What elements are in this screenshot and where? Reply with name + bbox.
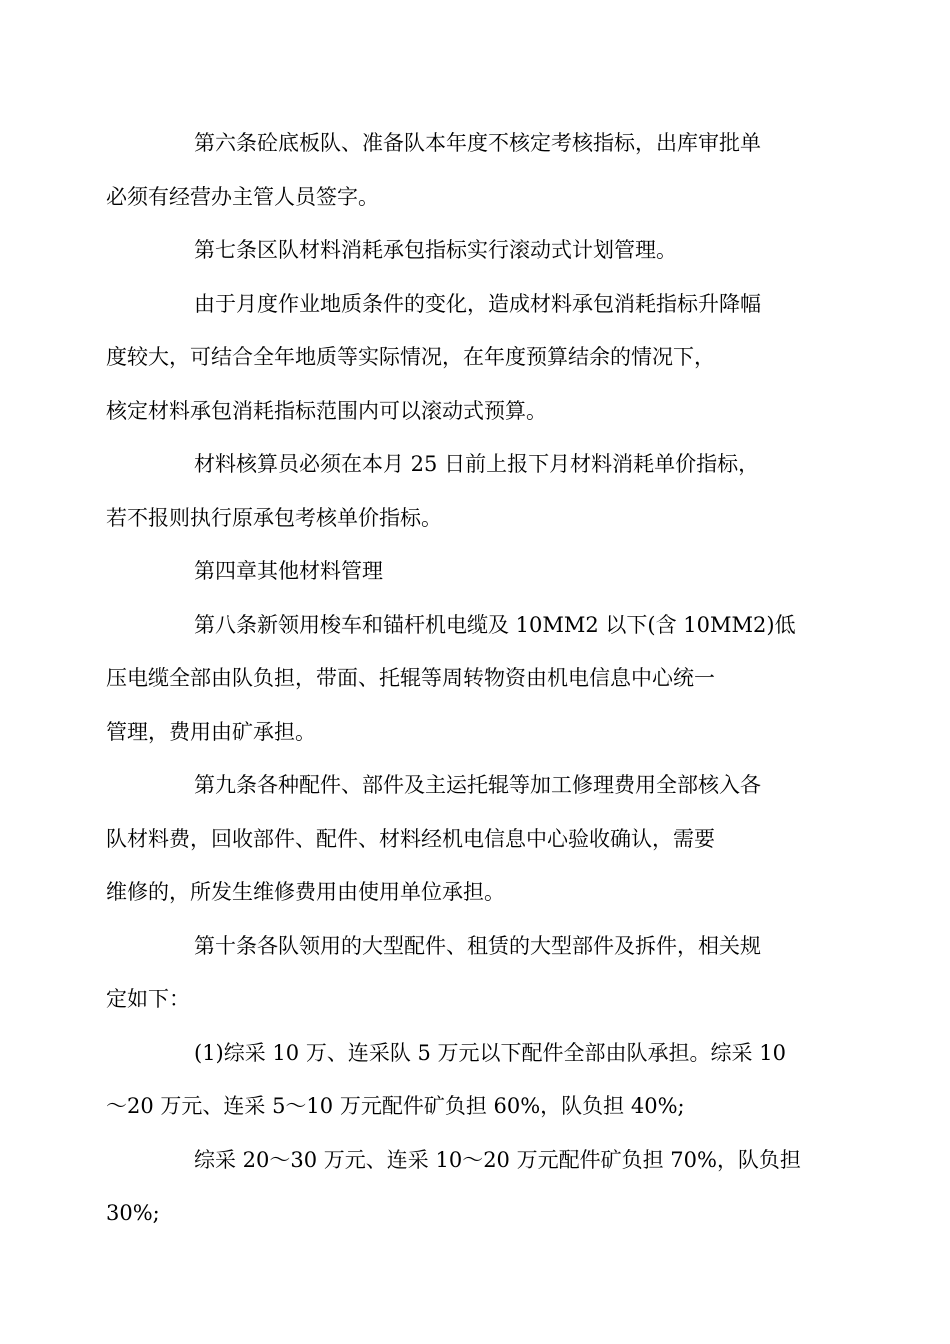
paragraph-geology-variation xyxy=(106,278,800,439)
paragraph-article-6 xyxy=(106,117,800,224)
text-line: 核定材料承包消耗指标范围内可以滚动式预算。 xyxy=(106,398,547,423)
text-line: (1)综采 10 万、连采队 5 万元以下配件全部由队承担。综采 10 xyxy=(194,1040,786,1065)
paragraph-material-accountant xyxy=(106,438,800,545)
text-line: 30%; xyxy=(106,1201,160,1225)
text-line: 必须有经营办主管人员签字。 xyxy=(106,184,379,209)
text-line: 若不报则执行原承包考核单价指标。 xyxy=(106,505,442,530)
text-line: 第六条砼底板队、准备队本年度不核定考核指标，出库审批单 xyxy=(194,131,761,155)
text-line: 第九条各种配件、部件及主运托辊等加工修理费用全部核入各 xyxy=(194,773,761,797)
paragraph-item-1-continued xyxy=(106,1134,801,1241)
text-line: ～20 万元、连采 5～10 万元配件矿负担 60%，队负担 40%; xyxy=(106,1094,685,1118)
document-body xyxy=(106,117,801,1241)
text-line: 第四章其他材料管理 xyxy=(194,559,383,583)
text-line: 压电缆全部由队负担，带面、托辊等周转物资由机电信息中心统一 xyxy=(106,666,715,690)
paragraph-article-8 xyxy=(106,599,800,760)
text-line: 第八条新领用梭车和锚杆机电缆及 10MM2 以下(含 10MM2)低 xyxy=(194,612,796,637)
text-line: 队材料费，回收部件、配件、材料经机电信息中心验收确认，需要 xyxy=(106,826,715,851)
paragraph-item-1 xyxy=(106,1027,800,1134)
chapter-heading-4 xyxy=(150,545,800,599)
paragraph-article-9 xyxy=(106,759,800,920)
text-line: 维修的，所发生维修费用由使用单位承担。 xyxy=(106,880,505,904)
text-line: 第七条区队材料消耗承包指标实行滚动式计划管理。 xyxy=(194,238,677,262)
text-line: 定如下： xyxy=(106,987,190,1011)
paragraph-article-7 xyxy=(150,224,800,278)
text-line: 材料核算员必须在本月 25 日前上报下月材料消耗单价指标， xyxy=(194,452,760,476)
text-line: 综采 20～30 万元、连采 10～20 万元配件矿负担 70%，队负担 xyxy=(194,1147,801,1172)
text-line: 度较大，可结合全年地质等实际情况，在年度预算结余的情况下， xyxy=(106,345,715,369)
text-line: 管理，费用由矿承担。 xyxy=(106,719,316,744)
paragraph-article-10 xyxy=(106,920,800,1027)
text-line: 由于月度作业地质条件的变化，造成材料承包消耗指标升降幅 xyxy=(194,291,761,316)
text-line: 第十条各队领用的大型配件、租赁的大型部件及拆件，相关规 xyxy=(194,933,761,958)
